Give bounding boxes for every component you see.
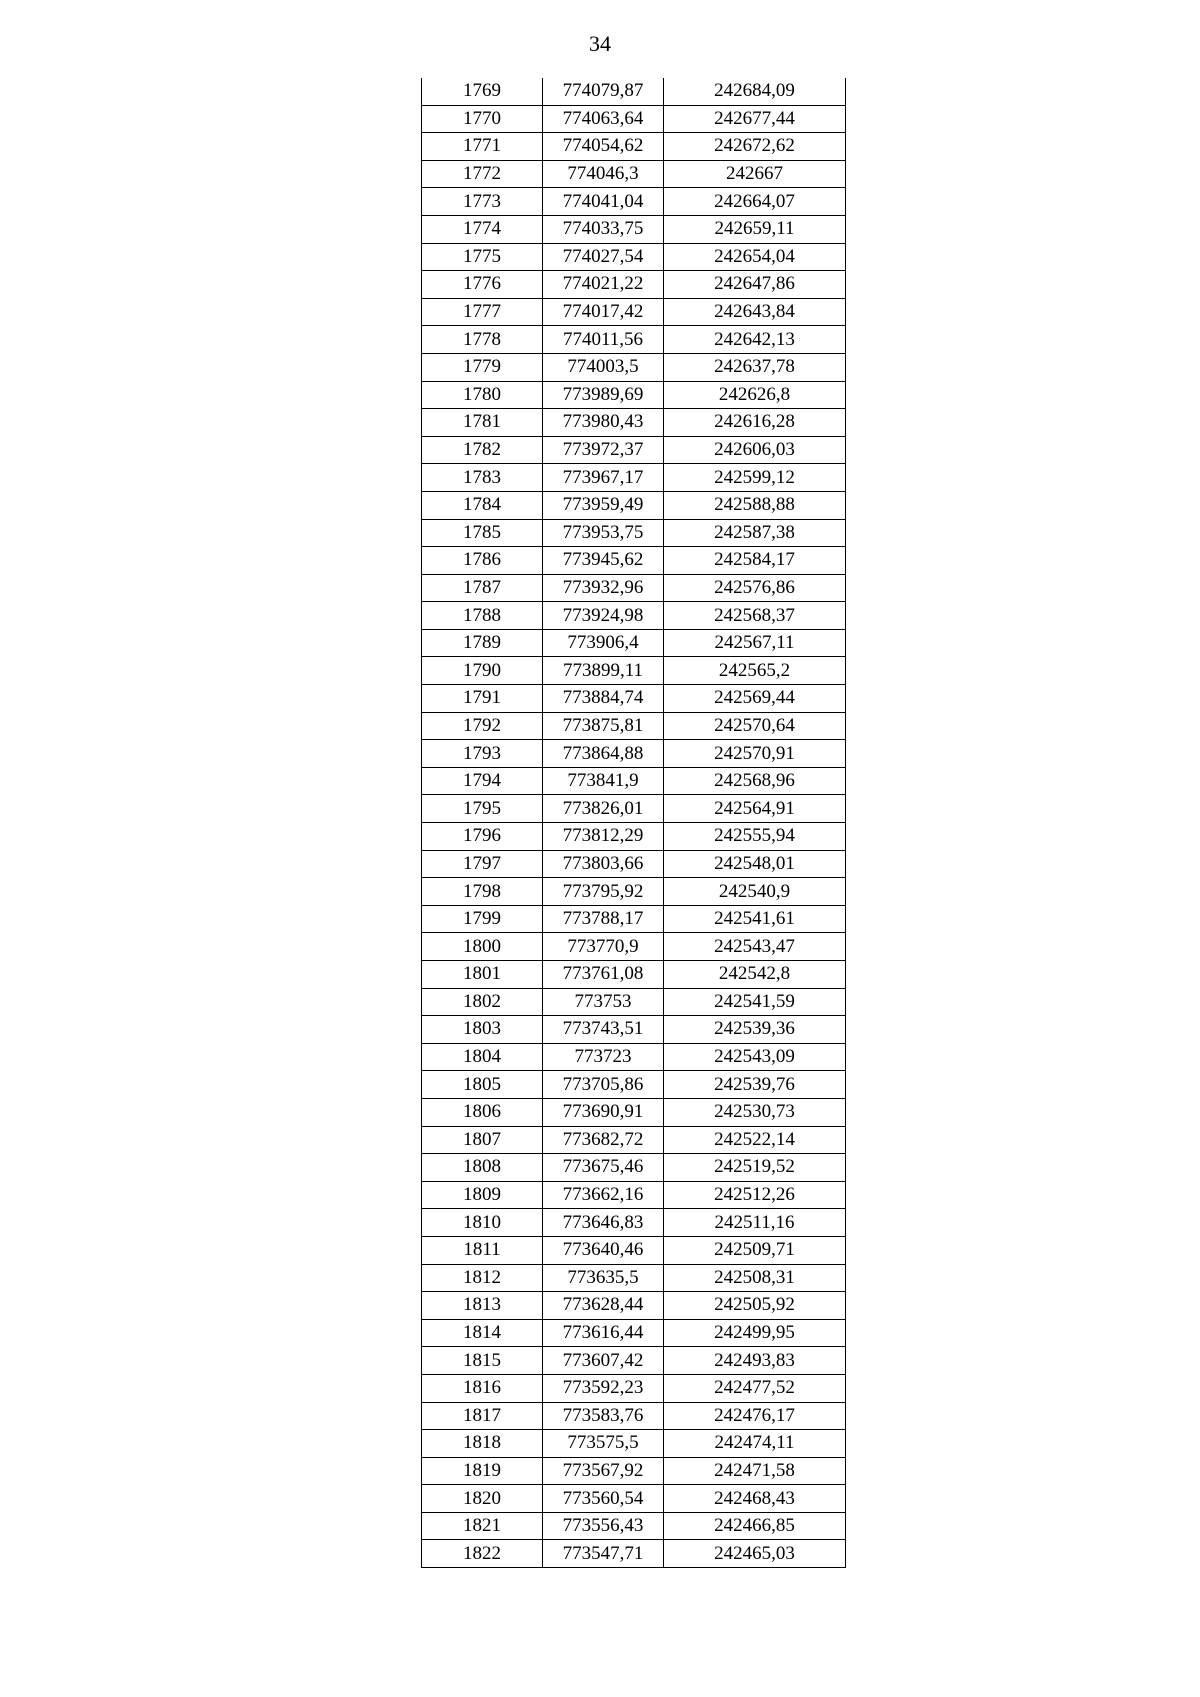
x-coordinate-cell: 773592,23 bbox=[543, 1374, 664, 1402]
point-number-cell: 1779 bbox=[422, 353, 543, 381]
x-coordinate-cell: 773884,74 bbox=[543, 685, 664, 713]
table-row bbox=[422, 353, 846, 381]
point-number-cell: 1772 bbox=[422, 160, 543, 188]
coordinates-table bbox=[421, 78, 846, 1568]
y-coordinate-cell: 242616,28 bbox=[664, 409, 846, 437]
table-row bbox=[422, 1098, 846, 1126]
point-number-cell: 1801 bbox=[422, 961, 543, 989]
point-number-cell: 1806 bbox=[422, 1098, 543, 1126]
x-coordinate-cell: 773705,86 bbox=[543, 1071, 664, 1099]
y-coordinate-cell: 242637,78 bbox=[664, 353, 846, 381]
point-number-cell: 1781 bbox=[422, 409, 543, 437]
table-row bbox=[422, 519, 846, 547]
point-number-cell: 1805 bbox=[422, 1071, 543, 1099]
x-coordinate-cell: 773945,62 bbox=[543, 547, 664, 575]
y-coordinate-cell: 242654,04 bbox=[664, 243, 846, 271]
point-number-cell: 1795 bbox=[422, 795, 543, 823]
y-coordinate-cell: 242576,86 bbox=[664, 574, 846, 602]
table-row bbox=[422, 160, 846, 188]
x-coordinate-cell: 773788,17 bbox=[543, 905, 664, 933]
point-number-cell: 1770 bbox=[422, 105, 543, 133]
y-coordinate-cell: 242543,47 bbox=[664, 933, 846, 961]
table-row bbox=[422, 685, 846, 713]
table-row bbox=[422, 988, 846, 1016]
table-row bbox=[422, 105, 846, 133]
table-row bbox=[422, 850, 846, 878]
x-coordinate-cell: 773567,92 bbox=[543, 1457, 664, 1485]
x-coordinate-cell: 774063,64 bbox=[543, 105, 664, 133]
table-row bbox=[422, 1457, 846, 1485]
point-number-cell: 1796 bbox=[422, 823, 543, 851]
point-number-cell: 1804 bbox=[422, 1043, 543, 1071]
y-coordinate-cell: 242565,2 bbox=[664, 657, 846, 685]
table-row bbox=[422, 933, 846, 961]
table-row bbox=[422, 1485, 846, 1513]
y-coordinate-cell: 242587,38 bbox=[664, 519, 846, 547]
x-coordinate-cell: 774027,54 bbox=[543, 243, 664, 271]
y-coordinate-cell: 242568,37 bbox=[664, 602, 846, 630]
table-row bbox=[422, 133, 846, 161]
point-number-cell: 1809 bbox=[422, 1181, 543, 1209]
point-number-cell: 1807 bbox=[422, 1126, 543, 1154]
table-row bbox=[422, 1154, 846, 1182]
point-number-cell: 1818 bbox=[422, 1430, 543, 1458]
table-row bbox=[422, 78, 846, 105]
point-number-cell: 1777 bbox=[422, 298, 543, 326]
y-coordinate-cell: 242672,62 bbox=[664, 133, 846, 161]
point-number-cell: 1778 bbox=[422, 326, 543, 354]
x-coordinate-cell: 773675,46 bbox=[543, 1154, 664, 1182]
table-row bbox=[422, 1236, 846, 1264]
y-coordinate-cell: 242548,01 bbox=[664, 850, 846, 878]
x-coordinate-cell: 773972,37 bbox=[543, 436, 664, 464]
y-coordinate-cell: 242584,17 bbox=[664, 547, 846, 575]
x-coordinate-cell: 774017,42 bbox=[543, 298, 664, 326]
table-row bbox=[422, 629, 846, 657]
y-coordinate-cell: 242465,03 bbox=[664, 1540, 846, 1568]
x-coordinate-cell: 773583,76 bbox=[543, 1402, 664, 1430]
x-coordinate-cell: 773690,91 bbox=[543, 1098, 664, 1126]
y-coordinate-cell: 242542,8 bbox=[664, 961, 846, 989]
x-coordinate-cell: 773906,4 bbox=[543, 629, 664, 657]
x-coordinate-cell: 773841,9 bbox=[543, 767, 664, 795]
table-row bbox=[422, 188, 846, 216]
point-number-cell: 1783 bbox=[422, 464, 543, 492]
y-coordinate-cell: 242541,59 bbox=[664, 988, 846, 1016]
table-row bbox=[422, 823, 846, 851]
point-number-cell: 1808 bbox=[422, 1154, 543, 1182]
x-coordinate-cell: 773980,43 bbox=[543, 409, 664, 437]
y-coordinate-cell: 242499,95 bbox=[664, 1319, 846, 1347]
y-coordinate-cell: 242564,91 bbox=[664, 795, 846, 823]
y-coordinate-cell: 242570,64 bbox=[664, 712, 846, 740]
point-number-cell: 1798 bbox=[422, 878, 543, 906]
y-coordinate-cell: 242677,44 bbox=[664, 105, 846, 133]
x-coordinate-cell: 773932,96 bbox=[543, 574, 664, 602]
point-number-cell: 1814 bbox=[422, 1319, 543, 1347]
table-row bbox=[422, 1264, 846, 1292]
y-coordinate-cell: 242599,12 bbox=[664, 464, 846, 492]
x-coordinate-cell: 773560,54 bbox=[543, 1485, 664, 1513]
x-coordinate-cell: 773607,42 bbox=[543, 1347, 664, 1375]
point-number-cell: 1799 bbox=[422, 905, 543, 933]
table-row bbox=[422, 1319, 846, 1347]
x-coordinate-cell: 773875,81 bbox=[543, 712, 664, 740]
point-number-cell: 1785 bbox=[422, 519, 543, 547]
point-number-cell: 1792 bbox=[422, 712, 543, 740]
y-coordinate-cell: 242476,17 bbox=[664, 1402, 846, 1430]
table-row bbox=[422, 326, 846, 354]
table-row bbox=[422, 712, 846, 740]
table-row bbox=[422, 740, 846, 768]
point-number-cell: 1780 bbox=[422, 381, 543, 409]
table-row bbox=[422, 1540, 846, 1568]
x-coordinate-cell: 774011,56 bbox=[543, 326, 664, 354]
point-number-cell: 1797 bbox=[422, 850, 543, 878]
y-coordinate-cell: 242477,52 bbox=[664, 1374, 846, 1402]
point-number-cell: 1816 bbox=[422, 1374, 543, 1402]
y-coordinate-cell: 242647,86 bbox=[664, 271, 846, 299]
y-coordinate-cell: 242539,36 bbox=[664, 1016, 846, 1044]
point-number-cell: 1810 bbox=[422, 1209, 543, 1237]
table-row bbox=[422, 961, 846, 989]
point-number-cell: 1771 bbox=[422, 133, 543, 161]
point-number-cell: 1813 bbox=[422, 1292, 543, 1320]
y-coordinate-cell: 242588,88 bbox=[664, 491, 846, 519]
table-row bbox=[422, 215, 846, 243]
x-coordinate-cell: 773761,08 bbox=[543, 961, 664, 989]
x-coordinate-cell: 773646,83 bbox=[543, 1209, 664, 1237]
x-coordinate-cell: 774033,75 bbox=[543, 215, 664, 243]
point-number-cell: 1820 bbox=[422, 1485, 543, 1513]
table-row bbox=[422, 491, 846, 519]
point-number-cell: 1790 bbox=[422, 657, 543, 685]
y-coordinate-cell: 242522,14 bbox=[664, 1126, 846, 1154]
y-coordinate-cell: 242466,85 bbox=[664, 1512, 846, 1540]
x-coordinate-cell: 773575,5 bbox=[543, 1430, 664, 1458]
x-coordinate-cell: 773953,75 bbox=[543, 519, 664, 547]
point-number-cell: 1803 bbox=[422, 1016, 543, 1044]
x-coordinate-cell: 773743,51 bbox=[543, 1016, 664, 1044]
y-coordinate-cell: 242530,73 bbox=[664, 1098, 846, 1126]
x-coordinate-cell: 773616,44 bbox=[543, 1319, 664, 1347]
x-coordinate-cell: 774079,87 bbox=[543, 78, 664, 105]
table-row bbox=[422, 1071, 846, 1099]
x-coordinate-cell: 773662,16 bbox=[543, 1181, 664, 1209]
point-number-cell: 1812 bbox=[422, 1264, 543, 1292]
x-coordinate-cell: 773795,92 bbox=[543, 878, 664, 906]
point-number-cell: 1815 bbox=[422, 1347, 543, 1375]
x-coordinate-cell: 773924,98 bbox=[543, 602, 664, 630]
point-number-cell: 1791 bbox=[422, 685, 543, 713]
table-row bbox=[422, 657, 846, 685]
y-coordinate-cell: 242493,83 bbox=[664, 1347, 846, 1375]
table-row bbox=[422, 878, 846, 906]
x-coordinate-cell: 773967,17 bbox=[543, 464, 664, 492]
y-coordinate-cell: 242540,9 bbox=[664, 878, 846, 906]
table-row bbox=[422, 574, 846, 602]
table-row bbox=[422, 409, 846, 437]
y-coordinate-cell: 242567,11 bbox=[664, 629, 846, 657]
y-coordinate-cell: 242643,84 bbox=[664, 298, 846, 326]
table-row bbox=[422, 905, 846, 933]
table-row bbox=[422, 602, 846, 630]
x-coordinate-cell: 773989,69 bbox=[543, 381, 664, 409]
y-coordinate-cell: 242606,03 bbox=[664, 436, 846, 464]
y-coordinate-cell: 242667 bbox=[664, 160, 846, 188]
point-number-cell: 1776 bbox=[422, 271, 543, 299]
x-coordinate-cell: 773682,72 bbox=[543, 1126, 664, 1154]
table-row bbox=[422, 464, 846, 492]
point-number-cell: 1787 bbox=[422, 574, 543, 602]
table-row bbox=[422, 1374, 846, 1402]
x-coordinate-cell: 773723 bbox=[543, 1043, 664, 1071]
table-row bbox=[422, 1512, 846, 1540]
point-number-cell: 1800 bbox=[422, 933, 543, 961]
table-row bbox=[422, 1181, 846, 1209]
table-row bbox=[422, 271, 846, 299]
y-coordinate-cell: 242555,94 bbox=[664, 823, 846, 851]
point-number-cell: 1782 bbox=[422, 436, 543, 464]
x-coordinate-cell: 773864,88 bbox=[543, 740, 664, 768]
point-number-cell: 1802 bbox=[422, 988, 543, 1016]
y-coordinate-cell: 242505,92 bbox=[664, 1292, 846, 1320]
y-coordinate-cell: 242471,58 bbox=[664, 1457, 846, 1485]
page-number: 34 bbox=[589, 31, 611, 56]
y-coordinate-cell: 242519,52 bbox=[664, 1154, 846, 1182]
x-coordinate-cell: 773770,9 bbox=[543, 933, 664, 961]
point-number-cell: 1811 bbox=[422, 1236, 543, 1264]
x-coordinate-cell: 773547,71 bbox=[543, 1540, 664, 1568]
table-row bbox=[422, 1430, 846, 1458]
point-number-cell: 1784 bbox=[422, 491, 543, 519]
y-coordinate-cell: 242509,71 bbox=[664, 1236, 846, 1264]
x-coordinate-cell: 773628,44 bbox=[543, 1292, 664, 1320]
x-coordinate-cell: 773753 bbox=[543, 988, 664, 1016]
table-row bbox=[422, 795, 846, 823]
table-row bbox=[422, 1016, 846, 1044]
y-coordinate-cell: 242474,11 bbox=[664, 1430, 846, 1458]
x-coordinate-cell: 773803,66 bbox=[543, 850, 664, 878]
y-coordinate-cell: 242468,43 bbox=[664, 1485, 846, 1513]
y-coordinate-cell: 242570,91 bbox=[664, 740, 846, 768]
point-number-cell: 1788 bbox=[422, 602, 543, 630]
y-coordinate-cell: 242511,16 bbox=[664, 1209, 846, 1237]
point-number-cell: 1794 bbox=[422, 767, 543, 795]
y-coordinate-cell: 242684,09 bbox=[664, 78, 846, 105]
point-number-cell: 1786 bbox=[422, 547, 543, 575]
y-coordinate-cell: 242642,13 bbox=[664, 326, 846, 354]
point-number-cell: 1793 bbox=[422, 740, 543, 768]
table-row bbox=[422, 1292, 846, 1320]
table-row bbox=[422, 1209, 846, 1237]
x-coordinate-cell: 774041,04 bbox=[543, 188, 664, 216]
table-row bbox=[422, 298, 846, 326]
x-coordinate-cell: 773635,5 bbox=[543, 1264, 664, 1292]
table-row bbox=[422, 381, 846, 409]
y-coordinate-cell: 242541,61 bbox=[664, 905, 846, 933]
y-coordinate-cell: 242568,96 bbox=[664, 767, 846, 795]
x-coordinate-cell: 774021,22 bbox=[543, 271, 664, 299]
x-coordinate-cell: 773959,49 bbox=[543, 491, 664, 519]
x-coordinate-cell: 774054,62 bbox=[543, 133, 664, 161]
y-coordinate-cell: 242569,44 bbox=[664, 685, 846, 713]
point-number-cell: 1817 bbox=[422, 1402, 543, 1430]
point-number-cell: 1821 bbox=[422, 1512, 543, 1540]
point-number-cell: 1822 bbox=[422, 1540, 543, 1568]
x-coordinate-cell: 773899,11 bbox=[543, 657, 664, 685]
table-row bbox=[422, 436, 846, 464]
y-coordinate-cell: 242543,09 bbox=[664, 1043, 846, 1071]
table-row bbox=[422, 547, 846, 575]
point-number-cell: 1769 bbox=[422, 78, 543, 105]
point-number-cell: 1789 bbox=[422, 629, 543, 657]
y-coordinate-cell: 242659,11 bbox=[664, 215, 846, 243]
table-row bbox=[422, 767, 846, 795]
x-coordinate-cell: 774003,5 bbox=[543, 353, 664, 381]
coordinates-table-body bbox=[422, 78, 846, 1568]
table-row bbox=[422, 243, 846, 271]
x-coordinate-cell: 773812,29 bbox=[543, 823, 664, 851]
table-row bbox=[422, 1402, 846, 1430]
point-number-cell: 1819 bbox=[422, 1457, 543, 1485]
y-coordinate-cell: 242508,31 bbox=[664, 1264, 846, 1292]
table-row bbox=[422, 1347, 846, 1375]
x-coordinate-cell: 774046,3 bbox=[543, 160, 664, 188]
point-number-cell: 1775 bbox=[422, 243, 543, 271]
table-row bbox=[422, 1043, 846, 1071]
point-number-cell: 1774 bbox=[422, 215, 543, 243]
y-coordinate-cell: 242539,76 bbox=[664, 1071, 846, 1099]
table-row bbox=[422, 1126, 846, 1154]
point-number-cell: 1773 bbox=[422, 188, 543, 216]
x-coordinate-cell: 773556,43 bbox=[543, 1512, 664, 1540]
y-coordinate-cell: 242664,07 bbox=[664, 188, 846, 216]
x-coordinate-cell: 773640,46 bbox=[543, 1236, 664, 1264]
x-coordinate-cell: 773826,01 bbox=[543, 795, 664, 823]
y-coordinate-cell: 242626,8 bbox=[664, 381, 846, 409]
y-coordinate-cell: 242512,26 bbox=[664, 1181, 846, 1209]
